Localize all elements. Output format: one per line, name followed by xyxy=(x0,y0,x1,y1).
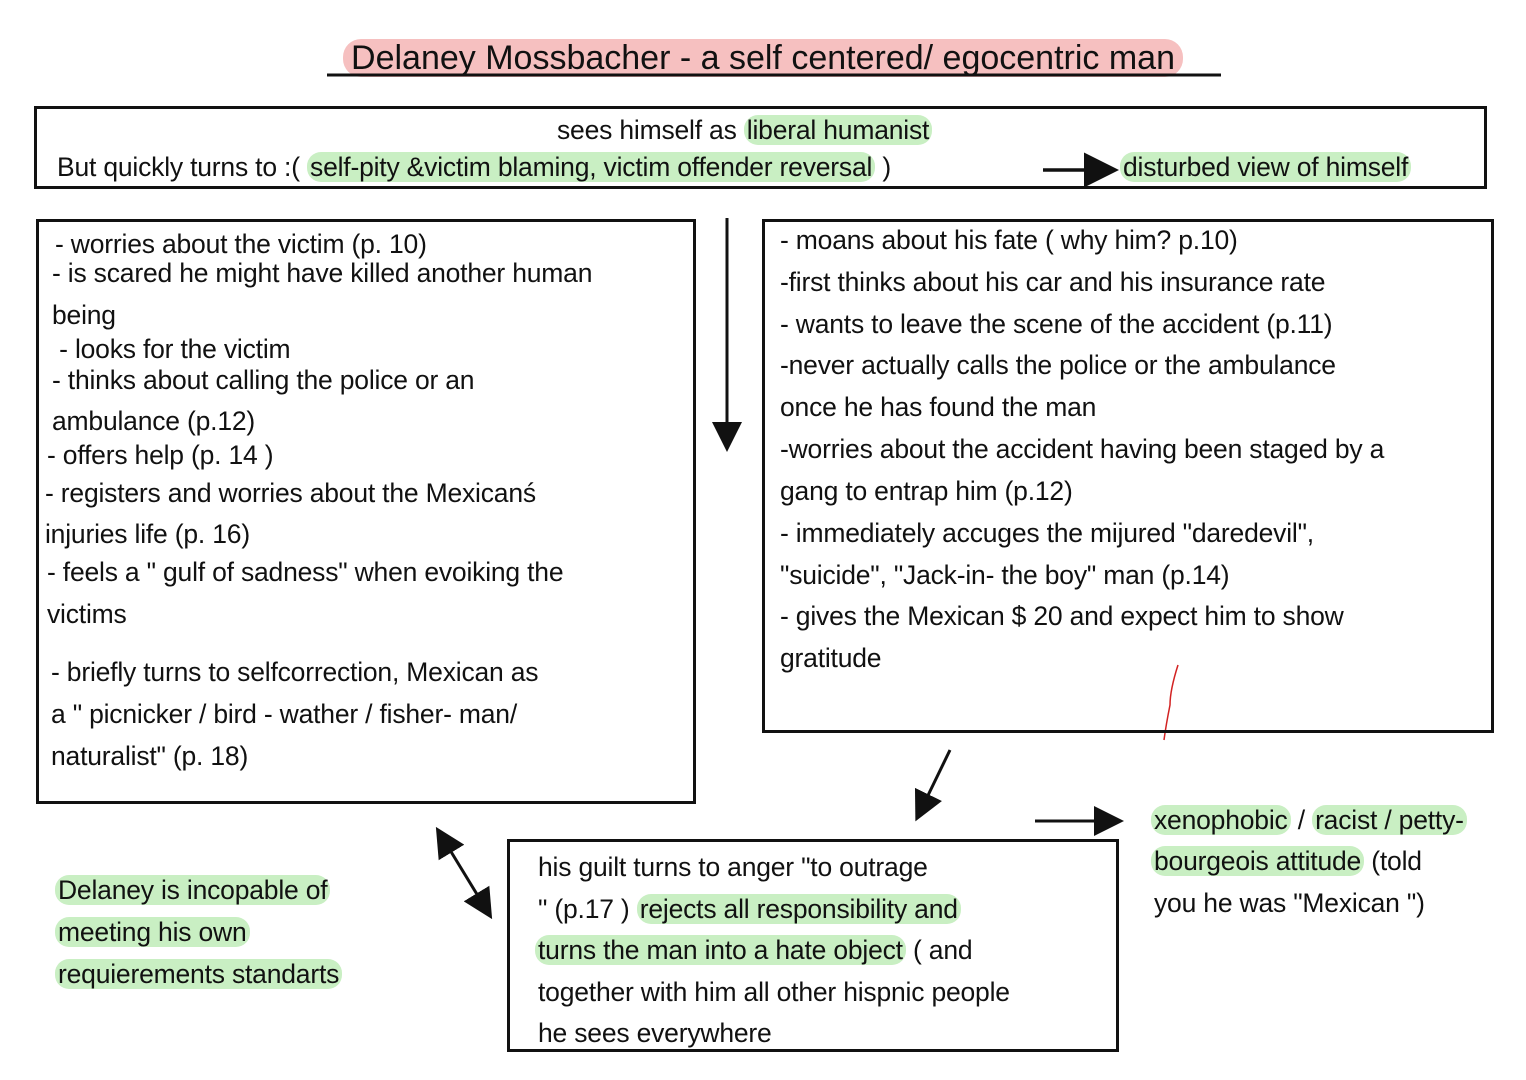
list-item: - moans about his fate ( why him? p.10) xyxy=(780,225,1238,255)
list-item: victims xyxy=(47,599,127,629)
list-item: - wants to leave the scene of the accident (p.11) xyxy=(780,309,1333,339)
highlight-xenophobic: xenophobic xyxy=(1151,805,1291,835)
list-item: -worries about the accident having been staged by a xyxy=(780,434,1385,464)
list-item: - offers help (p. 14 ) xyxy=(47,440,274,470)
list-item: gang to entrap him (p.12) xyxy=(780,476,1073,506)
list-item: -first thinks about his car and his insurance rate xyxy=(780,267,1326,297)
arrow-to-guilt-box xyxy=(918,750,950,816)
guilt-line xyxy=(535,934,972,966)
note-text: (told xyxy=(1364,846,1422,876)
guilt-line xyxy=(538,893,961,925)
summary-text: sees himself as xyxy=(557,115,744,145)
note-text: / xyxy=(1290,805,1313,835)
list-item: a " picnicker / bird - wather / fisher- man/ xyxy=(51,699,517,729)
highlight-self-pity: self-pity &victim blaming, victim offender reversal xyxy=(307,152,875,182)
summary-result xyxy=(1120,151,1411,183)
list-item: - looks for the victim xyxy=(52,334,291,364)
highlight-racist: racist / petty- xyxy=(1312,805,1467,835)
list-item: - immediately accuges the mijured "daredevil", xyxy=(780,518,1314,548)
list-item: injuries life (p. 16) xyxy=(45,519,250,549)
list-item: -never actually calls the police or the ambulance xyxy=(780,350,1336,380)
list-item: ambulance (p.12) xyxy=(52,406,256,436)
list-item: - thinks about calling the police or an xyxy=(52,365,475,395)
right-note-line xyxy=(1151,845,1422,877)
list-item: - feels a " gulf of sadness" when evoiking the xyxy=(47,557,564,587)
list-item: - registers and worries about the Mexicanś xyxy=(45,478,536,508)
highlight-note: meeting his own xyxy=(55,917,250,947)
highlight-note: requierements standarts xyxy=(55,959,342,989)
right-note-line xyxy=(1151,804,1467,836)
list-item: - briefly turns to selfcorrection, Mexican as xyxy=(51,657,539,687)
summary-text: ) xyxy=(875,152,892,182)
title-text: Delaney Mossbacher - a self centered/ egocentric man xyxy=(343,39,1183,77)
left-note-line xyxy=(55,958,342,990)
list-item: - gives the Mexican $ 20 and expect him to show xyxy=(780,601,1344,631)
summary-line-2 xyxy=(57,151,891,183)
highlight-disturbed-view: disturbed view of himself xyxy=(1120,152,1411,182)
guilt-line: together with him all other hispnic people xyxy=(538,977,1010,1007)
highlight-bourgeois: bourgeois attitude xyxy=(1151,846,1364,876)
summary-line-1 xyxy=(557,114,932,146)
highlight-note: Delaney is incopable of xyxy=(55,875,330,905)
list-item: - is scared he might have killed another human xyxy=(52,258,593,288)
highlight-liberal-humanist: liberal humanist xyxy=(744,115,932,145)
list-item: once he has found the man xyxy=(780,392,1097,422)
double-arrow-left-to-guilt xyxy=(439,832,489,914)
list-item: gratitude xyxy=(780,643,882,673)
guilt-line: he sees everywhere xyxy=(538,1018,772,1048)
highlight-hate-object: turns the man into a hate object xyxy=(535,935,906,965)
left-note-line xyxy=(55,916,250,948)
list-item: being xyxy=(52,300,116,330)
guilt-text: ( and xyxy=(905,935,973,965)
left-note-line xyxy=(55,874,330,906)
list-item: - worries about the victim (p. 10) xyxy=(55,229,427,259)
summary-text: But quickly turns to :( xyxy=(57,152,300,182)
guilt-text: " (p.17 ) xyxy=(538,894,637,924)
list-item: "suicide", "Jack-in- the boy" man (p.14) xyxy=(780,560,1230,590)
guilt-line: his guilt turns to anger "to outrage xyxy=(538,852,928,882)
highlight-rejects-responsibility: rejects all responsibility and xyxy=(637,894,961,924)
list-item: naturalist" (p. 18) xyxy=(51,741,249,771)
right-note-line: you he was "Mexican ") xyxy=(1154,888,1425,918)
